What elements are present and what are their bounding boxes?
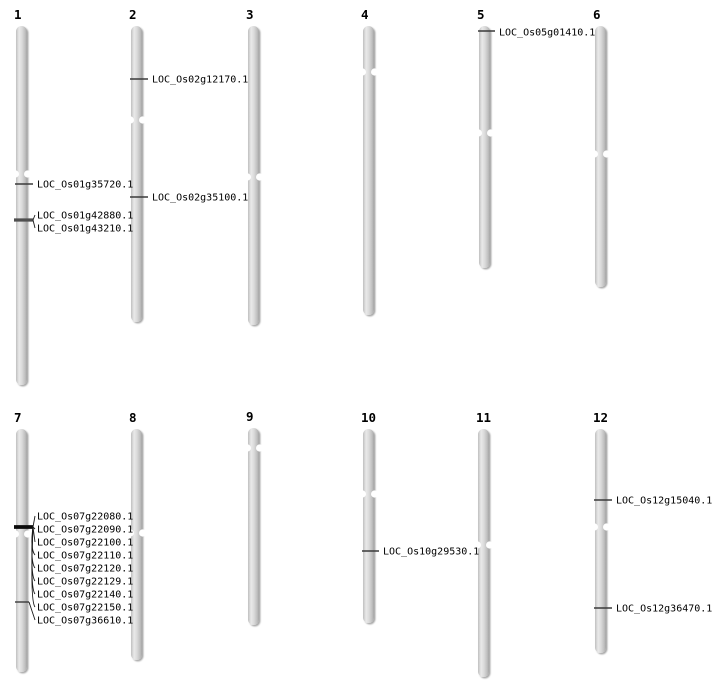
- centromere-notch: [24, 170, 31, 177]
- gene-label: LOC_Os07g22150.1: [37, 602, 134, 614]
- chromosome-header: 8: [129, 410, 137, 425]
- centromere-notch: [12, 170, 19, 177]
- chromosome-header: 11: [476, 410, 492, 425]
- gene-label: LOC_Os07g22120.1: [37, 563, 134, 575]
- chromosome-bar: [478, 429, 489, 677]
- gene-label: LOC_Os07g36610.1: [37, 615, 134, 627]
- centromere-notch: [591, 523, 598, 530]
- chromosome-header: 12: [593, 410, 609, 425]
- centromere-notch: [139, 529, 146, 536]
- chromosome-bar: [595, 429, 606, 653]
- chromosome-header: 10: [361, 410, 377, 425]
- centromere-notch: [12, 530, 19, 537]
- centromere-notch: [256, 173, 263, 180]
- centromere-notch: [487, 129, 494, 136]
- gene-label: LOC_Os02g12170.1: [152, 74, 249, 86]
- centromere-notch: [256, 444, 263, 451]
- centromere-notch: [371, 68, 378, 75]
- centromere-notch: [359, 68, 366, 75]
- centromere-notch: [139, 116, 146, 123]
- gene-label: LOC_Os07g22080.1: [37, 511, 134, 523]
- chromosome-bar: [248, 428, 259, 625]
- chromosome-header: 6: [593, 7, 601, 22]
- centromere-notch: [486, 541, 493, 548]
- chromosome-bar: [131, 26, 142, 322]
- chromosome-header: 7: [14, 410, 22, 425]
- chromosome-bar: [479, 26, 490, 268]
- gene-label: LOC_Os01g43210.1: [37, 223, 134, 235]
- gene-label: LOC_Os07g22140.1: [37, 589, 134, 601]
- gene-label: LOC_Os07g22110.1: [37, 550, 134, 562]
- centromere-notch: [475, 129, 482, 136]
- chromosome-header: 4: [361, 7, 369, 22]
- gene-label: LOC_Os07g22129.1: [37, 576, 134, 588]
- chromosome-header: 3: [246, 7, 254, 22]
- gene-label: LOC_Os05g01410.1: [499, 27, 596, 39]
- chromosome-header: 9: [246, 409, 254, 424]
- centromere-notch: [591, 150, 598, 157]
- centromere-notch: [24, 530, 31, 537]
- chromosome-header: 1: [14, 7, 22, 22]
- chromosome-bar: [363, 429, 374, 623]
- centromere-notch: [603, 523, 610, 530]
- chromosome-header: 2: [129, 7, 137, 22]
- gene-label: LOC_Os02g35100.1: [152, 192, 249, 204]
- gene-label: LOC_Os01g35720.1: [37, 179, 134, 191]
- gene-label: LOC_Os12g15040.1: [616, 495, 712, 507]
- centromere-notch: [127, 116, 134, 123]
- chromosome-header: 5: [477, 7, 485, 22]
- centromere-notch: [371, 490, 378, 497]
- gene-label: LOC_Os10g29530.1: [383, 546, 480, 558]
- chromosome-bar: [16, 26, 27, 385]
- centromere-notch: [603, 150, 610, 157]
- gene-label: LOC_Os01g42880.1: [37, 210, 134, 222]
- gene-label: LOC_Os12g36470.1: [616, 603, 712, 615]
- gene-label: LOC_Os07g22100.1: [37, 537, 134, 549]
- centromere-notch: [244, 444, 251, 451]
- centromere-notch: [244, 173, 251, 180]
- chromosome-bar: [16, 429, 27, 672]
- gene-label: LOC_Os07g22090.1: [37, 524, 134, 536]
- centromere-notch: [359, 490, 366, 497]
